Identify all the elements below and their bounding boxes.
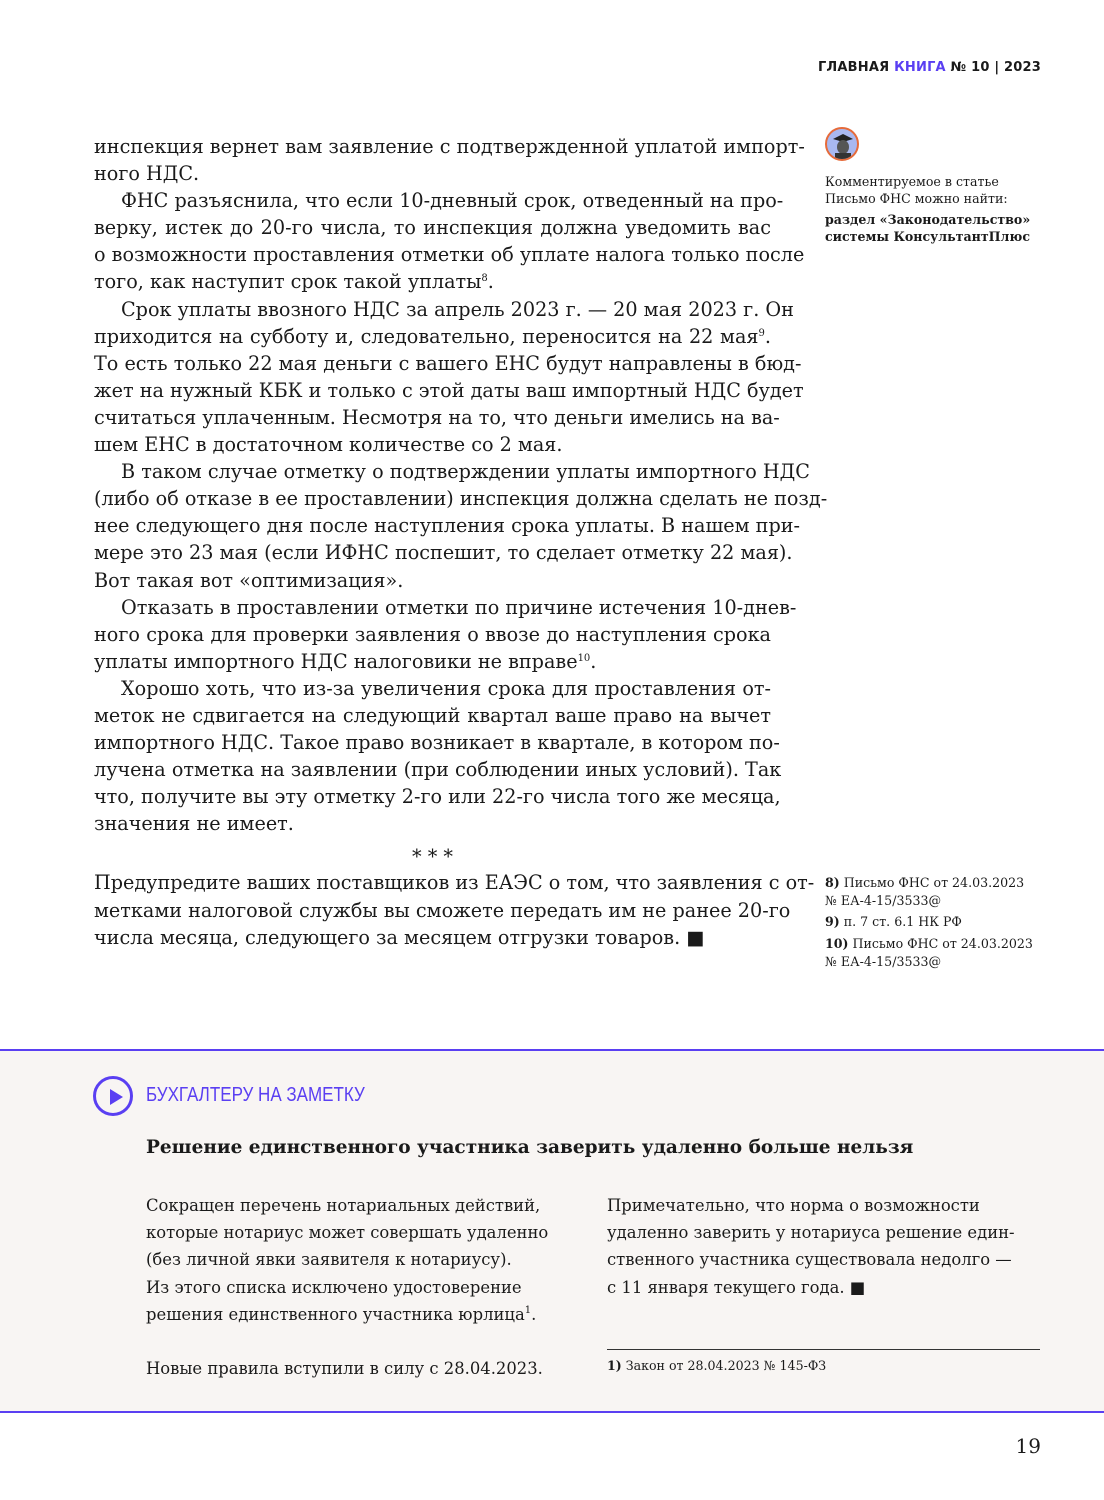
source-location: системы КонсультантПлюс xyxy=(825,229,1031,244)
accountant-note-box xyxy=(0,1049,1104,1413)
text-line: значения не имеет. xyxy=(94,812,294,836)
box-footnote: 1) Закон от 28.04.2023 № 145-ФЗ xyxy=(607,1358,827,1373)
play-icon xyxy=(93,1076,133,1116)
source-location: раздел «Законодательство» xyxy=(825,212,1031,227)
page-number: 19 xyxy=(1015,1434,1041,1458)
text-line: верку, истек до 20-го числа, то инспекция должна уведомить вас xyxy=(94,216,771,240)
text-line: ного НДС. xyxy=(94,162,200,186)
footnote-ref[interactable]: 10 xyxy=(577,652,591,664)
text-line: (либо об отказе в ее проставлении) инспекция должна сделать не позд- xyxy=(94,487,828,511)
text-line: шем ЕНС в достаточном количестве со 2 мая. xyxy=(94,433,563,457)
paragraph xyxy=(94,458,828,593)
box-left-column: Сокращен перечень нотариальных действий, которые нотариус может совершать удаленно (без личной явки заявителя к нотариусу). Из этого списка исключено удостоверение решения единственного участника юрлица$^1$. Новые правила вступили в силу с 28.04.2023. xyxy=(146,1196,549,1379)
text-line: Отказать в проставлении отметки по причине истечения 10-днев- xyxy=(121,595,797,619)
text-line: Вот такая вот «оптимизация». xyxy=(94,568,404,592)
text-line: меток не сдвигается на следующий квартал ваше право на вычет xyxy=(94,703,771,727)
text-line: импортного НДС. Такое право возникает в квартале, в котором по- xyxy=(94,731,780,755)
running-header xyxy=(818,60,1041,75)
paragraph xyxy=(94,133,805,187)
footnote-9: 9) п. 7 ст. 6.1 НК РФ xyxy=(825,914,962,929)
text-line: Хорошо хоть, что из-за увеличения срока для проставления от- xyxy=(121,676,771,700)
text-line: лучена отметка на заявлении (при соблюдении иных условий). Так xyxy=(94,758,782,782)
text-line: приходится на субботу и, следовательно, переносится на 22 мая$^9$. xyxy=(94,324,771,348)
article-body xyxy=(94,133,828,951)
paragraph xyxy=(94,187,805,295)
footnote-ref[interactable]: 9 xyxy=(758,327,765,339)
footnote-10: 10) Письмо ФНС от 24.03.2023 № ЕА-4-15/3533@ xyxy=(825,936,1033,969)
source-note xyxy=(825,173,1030,245)
text-line: числа месяца, следующего за месяцем отгрузки товаров. ■ xyxy=(94,925,705,949)
text-line: В таком случае отметку о подтверждении уплаты импортного НДС xyxy=(121,460,810,484)
text-line: нее следующего дня после наступления срока уплаты. В нашем при- xyxy=(94,514,801,538)
issue-number: № 10 | 2023 xyxy=(950,60,1041,75)
footnote-ref[interactable]: 8 xyxy=(481,273,488,285)
text-line: ного срока для проверки заявления о ввозе до наступления срока xyxy=(94,622,771,646)
footnote-8: 8) Письмо ФНС от 24.03.2023 № ЕА-4-15/3533@ xyxy=(825,875,1025,908)
text-line: метками налоговой службы вы сможете передать им не ранее 20-го xyxy=(94,898,791,922)
text-line: мере это 23 мая (если ИФНС поспешит, то сделает отметку 22 мая). xyxy=(94,541,793,565)
text-line: Предупредите ваших поставщиков из ЕАЭС о том, что заявления с от- xyxy=(94,871,815,895)
text-line: инспекция вернет вам заявление с подтвержденной уплатой импорт- xyxy=(94,135,805,158)
text-line: о возможности проставления отметки об уплате налога только после xyxy=(94,243,805,267)
brand-name-accent: КНИГА xyxy=(894,60,946,75)
paragraph xyxy=(94,296,804,459)
brand-name: ГЛАВНАЯ xyxy=(817,60,890,75)
paragraph xyxy=(94,594,797,675)
footnote-divider xyxy=(607,1349,1040,1350)
text-line: То есть только 22 мая деньги с вашего ЕНС будут направлены в бюд- xyxy=(94,351,802,375)
text-line: уплаты импортного НДС налоговики не вправе$^{10}$. xyxy=(94,649,597,673)
source-note-line: Комментируемое в статье xyxy=(825,174,999,189)
paragraph xyxy=(94,869,815,950)
box-right-column: Примечательно, что норма о возможности удаленно заверить у нотариуса решение един- ственного участника существовала недолго — с 11 января текущего года. ■ xyxy=(607,1196,1015,1297)
text-line: ФНС разъяснила, что если 10-дневный срок, отведенный на про- xyxy=(121,189,784,213)
text-line: Срок уплаты ввозного НДС за апрель 2023 г. — 20 мая 2023 г. Он xyxy=(121,297,794,321)
text-line: жет на нужный КБК и только с этой даты ваш импортный НДС будет xyxy=(94,378,804,402)
section-separator: * * * xyxy=(412,845,453,869)
box-label: БУХГАЛТЕРУ НА ЗАМЕТКУ xyxy=(146,1084,365,1106)
text-line: что, получите вы эту отметку 2-го или 22-го числа того же месяца, xyxy=(94,785,781,809)
text-line: того, как наступит срок такой уплаты$^8$. xyxy=(94,270,494,294)
consultant-avatar-icon xyxy=(825,127,859,161)
box-title: Решение единственного участника заверить удаленно больше нельзя xyxy=(146,1137,914,1158)
text-line: считаться уплаченным. Несмотря на то, что деньги имелись на ва- xyxy=(94,405,780,429)
paragraph xyxy=(94,675,782,838)
source-note-line: Письмо ФНС можно найти: xyxy=(825,191,1008,206)
